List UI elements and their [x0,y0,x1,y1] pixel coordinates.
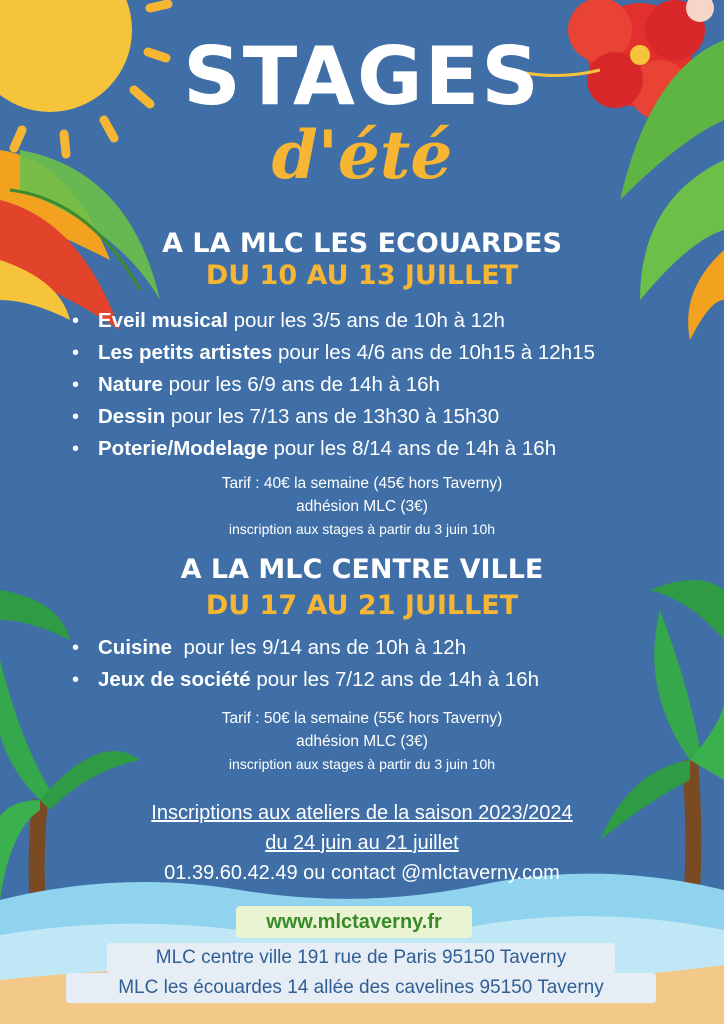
list-item: • Jeux de société pour les 7/12 ans de 14h à 16h [72,668,540,691]
inscriptions-info [0,798,724,888]
address-centre-ville: MLC centre ville 191 rue de Paris 95150 Taverny [107,943,615,973]
section1-heading: A LA MLC LES ECOUARDES [162,228,562,259]
list-item: • Dessin pour les 7/13 ans de 13h30 à 15h30 [72,405,500,428]
inscriptions-line1: Inscriptions aux ateliers de la saison 2023/2024 [151,802,573,824]
section1-dates: DU 10 AU 13 JUILLET [205,260,519,291]
section1-list [72,305,595,465]
title-stages: STAGES [183,30,541,123]
section2-tarif: Tarif : 50€ la semaine (55€ hors Taverny) [221,710,503,727]
website-link[interactable]: www.mlctaverny.fr [236,906,472,938]
section2-adhesion: adhésion MLC (3€) [296,733,428,750]
section1-inscription: inscription aux stages à partir du 3 juin 10h [228,521,496,537]
list-item: • Cuisine pour les 9/14 ans de 10h à 12h [72,636,467,659]
section1-adhesion: adhésion MLC (3€) [296,498,428,515]
section2-inscription: inscription aux stages à partir du 3 juin 10h [228,756,496,772]
section2-list [72,632,539,696]
section1-info [0,472,724,541]
list-item: • Eveil musical pour les 3/5 ans de 10h à 12h [72,309,505,332]
section2-heading: A LA MLC CENTRE VILLE [180,554,544,585]
contact-line: 01.39.60.42.49 ou contact @mlctaverny.com [164,862,560,884]
list-item: • Poterie/Modelage pour les 8/14 ans de 14h à 16h [72,437,557,460]
section2-info [0,707,724,776]
list-item: • Les petits artistes pour les 4/6 ans de 10h15 à 12h15 [72,341,595,364]
list-item: • Nature pour les 6/9 ans de 14h à 16h [72,373,440,396]
section2-dates: DU 17 AU 21 JUILLET [205,590,519,621]
title-ete: d'été [271,116,453,194]
inscriptions-line2: du 24 juin au 21 juillet [265,832,459,854]
address-ecouardes: MLC les écouardes 14 allée des cavelines 95150 Taverny [66,973,656,1003]
section1-tarif: Tarif : 40€ la semaine (45€ hors Taverny) [221,475,503,492]
